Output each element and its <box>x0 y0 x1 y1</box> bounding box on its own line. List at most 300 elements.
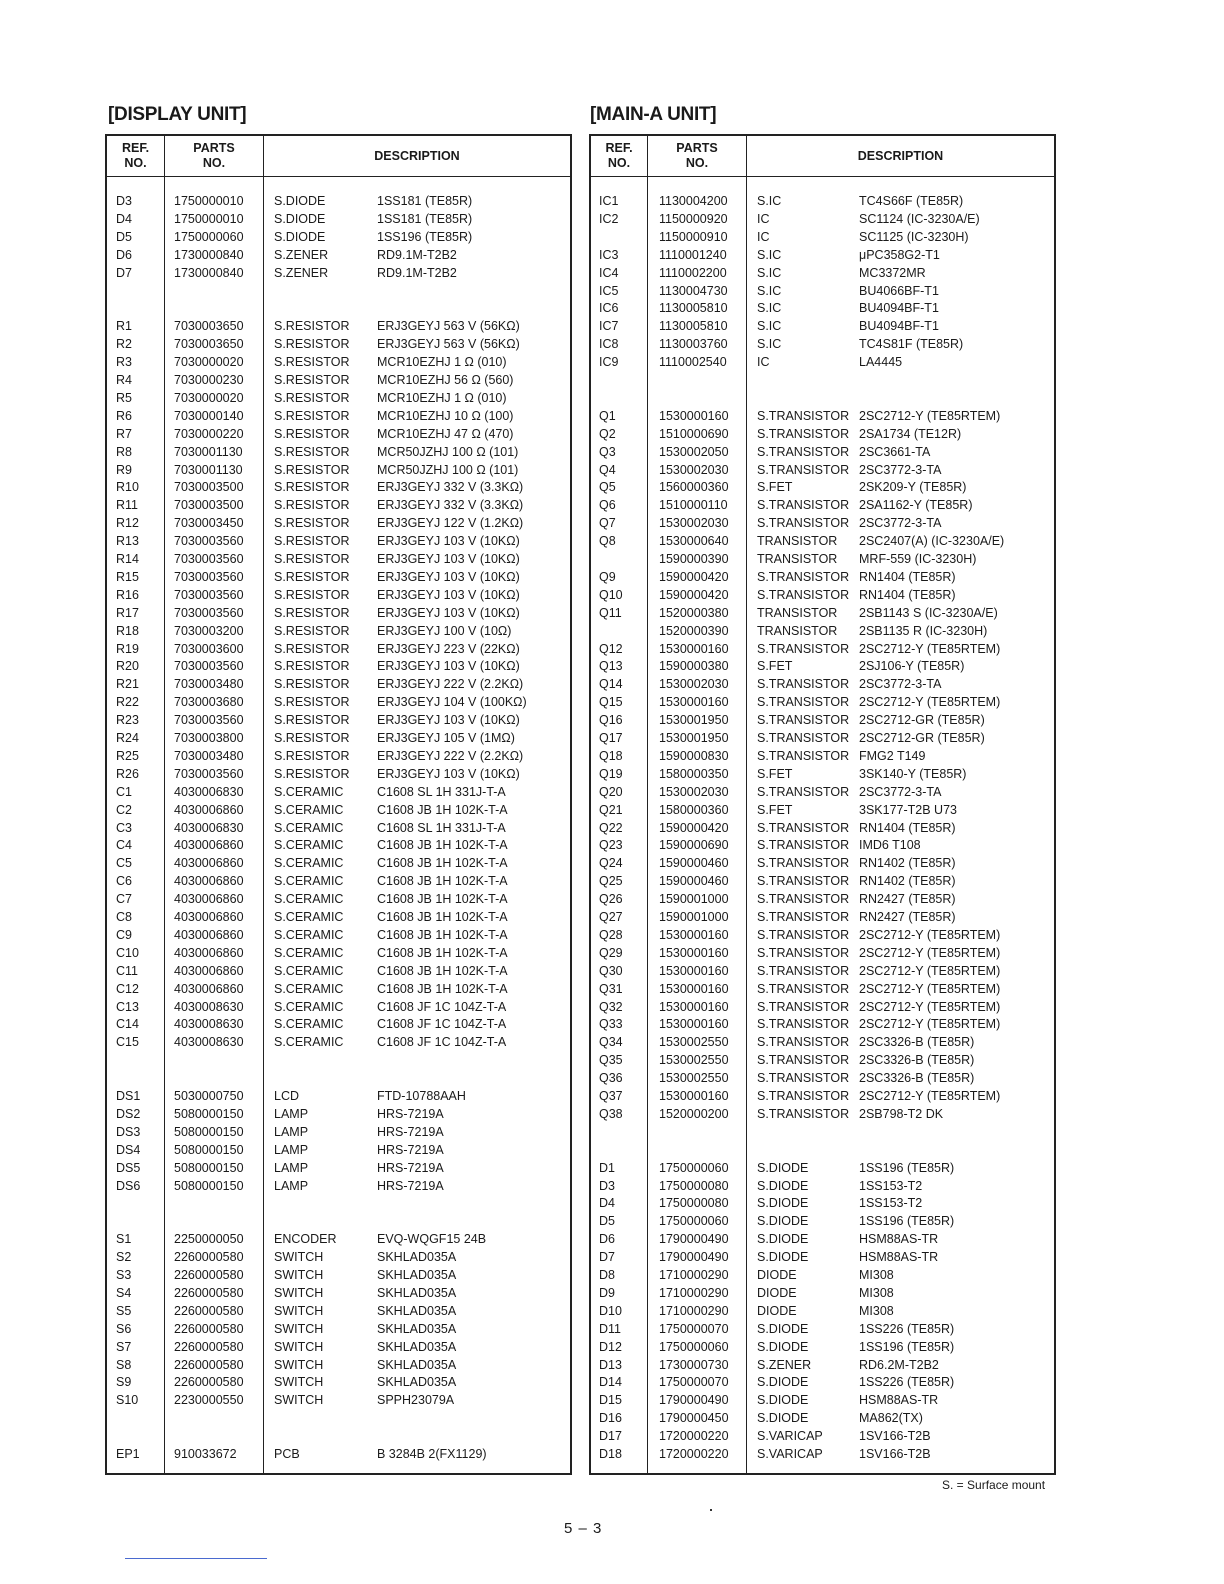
part-spec: 2SC2712-Y (TE85RTEM) <box>859 927 1001 942</box>
parts-no: 1590000690 <box>659 838 729 853</box>
part-type: S.TRANSISTOR <box>757 408 850 423</box>
ref-no: S9 <box>116 1375 132 1390</box>
ref-no: D12 <box>599 1339 622 1354</box>
parts-no: 1750000060 <box>659 1214 729 1229</box>
table-row <box>107 962 570 980</box>
part-type: LAMP <box>274 1124 309 1139</box>
parts-no: 2260000580 <box>174 1303 244 1318</box>
parts-no: 7030003600 <box>174 641 244 656</box>
parts-no: 1530001950 <box>659 731 729 745</box>
part-spec: μPC358G2-T1 <box>859 247 940 262</box>
part-spec: 2SB1135 R (IC-3230H) <box>859 623 988 638</box>
parts-no: 7030000230 <box>174 373 244 387</box>
part-type: TRANSISTOR <box>757 552 838 566</box>
part-spec: 2SJ106-Y (TE85R) <box>859 659 965 674</box>
table-row <box>591 908 1054 926</box>
part-type: S.RESISTOR <box>274 498 350 513</box>
part-type: S.CERAMIC <box>274 874 344 889</box>
table-row <box>107 711 570 729</box>
parts-no: 1530000160 <box>659 945 729 960</box>
part-spec: ERJ3GEYJ 103 V (10KΩ) <box>377 766 520 781</box>
description-header: DESCRIPTION <box>857 148 944 163</box>
ref-no: Q10 <box>599 587 623 602</box>
parts-no: 1790000490 <box>659 1393 729 1408</box>
ref-no: D10 <box>599 1303 622 1318</box>
table-row <box>107 1338 570 1356</box>
parts-no: 7030003560 <box>174 569 244 584</box>
part-spec: 2SB1143 S (IC-3230A/E) <box>859 605 998 620</box>
parts-no: 1110002200 <box>659 265 727 280</box>
part-spec: RD6.2M-T2B2 <box>859 1357 939 1372</box>
part-spec: MA862(TX) <box>859 1411 923 1426</box>
parts-no: 1590000420 <box>659 820 729 835</box>
parts-no: 1520000390 <box>659 623 729 638</box>
table-row <box>591 228 1054 246</box>
part-spec: ERJ3GEYJ 563 V (56KΩ) <box>377 337 520 352</box>
part-type: S.TRANSISTOR <box>757 910 850 924</box>
table-row <box>591 854 1054 872</box>
part-spec: SC1124 (IC-3230A/E) <box>859 211 980 226</box>
parts-no: 1580000360 <box>659 802 729 817</box>
parts-no: 1520000200 <box>659 1106 729 1121</box>
part-spec: C1608 JF 1C 104Z-T-A <box>377 999 507 1014</box>
part-type: S.TRANSISTOR <box>757 731 850 745</box>
parts-no-header: PARTS NO. <box>676 141 718 170</box>
part-spec: HRS-7219A <box>377 1106 444 1121</box>
ref-no: DS3 <box>116 1124 141 1139</box>
part-spec: SKHLAD035A <box>377 1250 457 1265</box>
part-type: S.RESISTOR <box>274 731 350 745</box>
table-row <box>591 335 1054 353</box>
part-type: S.RESISTOR <box>274 462 350 477</box>
ref-no: Q30 <box>599 963 623 978</box>
table-row <box>591 1087 1054 1105</box>
ref-no: Q38 <box>599 1106 623 1121</box>
parts-no: 4030006860 <box>174 927 244 942</box>
parts-no: 5080000150 <box>174 1178 244 1193</box>
parts-no: 1530000160 <box>659 1017 729 1032</box>
table-row <box>107 389 570 407</box>
parts-no: 1530000160 <box>659 927 729 942</box>
part-spec: HRS-7219A <box>377 1178 444 1193</box>
part-type: S.CERAMIC <box>274 945 344 960</box>
part-type: S.DIODE <box>757 1214 809 1229</box>
parts-no: 1710000290 <box>659 1285 729 1300</box>
ref-no: R21 <box>116 677 139 692</box>
ref-no: S2 <box>116 1250 132 1265</box>
part-type: S.DIODE <box>757 1375 809 1390</box>
table-row <box>107 443 570 461</box>
part-type: S.CERAMIC <box>274 1017 344 1032</box>
table-row <box>107 353 570 371</box>
part-spec: 2SC2712-Y (TE85RTEM) <box>859 963 1001 978</box>
parts-no: 910033672 <box>174 1447 237 1461</box>
part-type: S.TRANSISTOR <box>757 1053 850 1068</box>
parts-no: 1510000110 <box>659 498 728 513</box>
parts-no: 1580000350 <box>659 766 729 781</box>
parts-no: 1530000160 <box>659 999 729 1014</box>
part-type: S.RESISTOR <box>274 319 350 334</box>
header-divider <box>591 176 1054 177</box>
table-row <box>591 819 1054 837</box>
part-spec: MCR10EZHJ 56 Ω (560) <box>377 373 514 387</box>
ref-no: D13 <box>599 1357 622 1372</box>
ref-no: C6 <box>116 874 132 889</box>
parts-no: 7030003500 <box>174 480 244 495</box>
part-spec: 1SS226 (TE85R) <box>859 1321 955 1336</box>
parts-no: 2260000580 <box>174 1285 244 1300</box>
parts-no: 7030003560 <box>174 552 244 566</box>
ref-no: C10 <box>116 945 139 960</box>
ref-no: D8 <box>599 1268 615 1282</box>
ref-no: C11 <box>116 963 139 978</box>
ref-no: R1 <box>116 319 132 334</box>
ref-no: Q3 <box>599 444 616 459</box>
parts-no: 1530000640 <box>659 534 729 549</box>
part-spec: C1608 JB 1H 102K-T-A <box>377 892 508 907</box>
parts-no: 1110002540 <box>659 355 727 370</box>
part-type: SWITCH <box>274 1285 324 1300</box>
header-divider <box>107 176 570 177</box>
part-spec: 1SS196 (TE85R) <box>859 1339 955 1354</box>
parts-no: 1530001950 <box>659 713 729 728</box>
main-a-unit-parts-table <box>589 134 1056 1475</box>
parts-no: 7030003500 <box>174 498 244 513</box>
part-type: S.TRANSISTOR <box>757 641 850 656</box>
ref-no: Q31 <box>599 981 623 996</box>
part-spec: RN2427 (TE85R) <box>859 910 956 924</box>
part-type: S.CERAMIC <box>274 910 344 924</box>
table-row <box>591 1445 1054 1463</box>
part-type: S.TRANSISTOR <box>757 981 850 996</box>
part-spec: RN1404 (TE85R) <box>859 569 956 584</box>
table-row <box>107 335 570 353</box>
parts-no: 7030003560 <box>174 587 244 602</box>
ref-no: Q7 <box>599 516 616 531</box>
part-spec: MCR50JZHJ 100 Ω (101) <box>377 444 519 459</box>
ref-no: C15 <box>116 1035 139 1050</box>
part-spec: 1SS196 (TE85R) <box>377 229 473 244</box>
part-spec: 2SB798-T2 DK <box>859 1106 944 1121</box>
ref-no: D7 <box>116 265 132 280</box>
table-row <box>591 944 1054 962</box>
parts-no: 4030006860 <box>174 910 244 924</box>
part-type: S.TRANSISTOR <box>757 713 850 728</box>
parts-no: 4030008630 <box>174 999 244 1014</box>
part-spec: RN1404 (TE85R) <box>859 587 956 602</box>
parts-no: 5080000150 <box>174 1160 244 1175</box>
table-row <box>107 478 570 496</box>
parts-no: 7030000220 <box>174 426 244 441</box>
table-row <box>107 228 570 246</box>
ref-no: R24 <box>116 731 139 745</box>
ref-no: S4 <box>116 1285 132 1300</box>
parts-no: 4030008630 <box>174 1035 244 1050</box>
ref-no: R10 <box>116 480 139 495</box>
table-row <box>591 407 1054 425</box>
ref-no: Q4 <box>599 462 616 477</box>
ref-no: DS6 <box>116 1178 141 1193</box>
ref-no: R23 <box>116 713 139 728</box>
part-spec: BU4094BF-T1 <box>859 301 939 316</box>
ref-no: R12 <box>116 516 139 531</box>
part-spec: C1608 SL 1H 331J-T-A <box>377 820 506 835</box>
parts-no: 1530000160 <box>659 408 729 423</box>
parts-no: 1750000060 <box>659 1339 729 1354</box>
ref-no: D4 <box>599 1196 615 1211</box>
part-spec: 1SS153-T2 <box>859 1196 923 1211</box>
parts-no: 1790000450 <box>659 1411 729 1426</box>
part-spec: HSM88AS-TR <box>859 1232 939 1247</box>
table-row <box>591 801 1054 819</box>
part-type: S.VARICAP <box>757 1447 823 1461</box>
ref-no: C13 <box>116 999 139 1014</box>
part-spec: ERJ3GEYJ 332 V (3.3KΩ) <box>377 480 524 495</box>
ref-no: C4 <box>116 838 132 853</box>
parts-no: 1590000830 <box>659 748 729 763</box>
part-type: TRANSISTOR <box>757 623 838 638</box>
part-type: S.TRANSISTOR <box>757 695 850 710</box>
table-row <box>107 890 570 908</box>
part-type: S.DIODE <box>757 1160 809 1175</box>
table-row <box>107 1248 570 1266</box>
ref-no: R20 <box>116 659 139 674</box>
parts-no: 1730000840 <box>174 265 244 280</box>
part-type: S.RESISTOR <box>274 587 350 602</box>
part-spec: 2SC3326-B (TE85R) <box>859 1071 975 1086</box>
parts-no: 1730000840 <box>174 247 244 262</box>
part-type: S.TRANSISTOR <box>757 587 850 602</box>
part-type: S.CERAMIC <box>274 820 344 835</box>
parts-no: 2260000580 <box>174 1357 244 1372</box>
part-spec: IMD6 T108 <box>859 838 921 853</box>
part-type: S.IC <box>757 283 782 298</box>
part-spec: 1SV166-T2B <box>859 1429 931 1444</box>
ref-no: D6 <box>116 247 132 262</box>
table-row <box>591 264 1054 282</box>
part-type: TRANSISTOR <box>757 534 838 549</box>
table-row <box>107 407 570 425</box>
ref-no: Q36 <box>599 1071 623 1086</box>
ref-no: DS5 <box>116 1160 141 1175</box>
part-spec: C1608 SL 1H 331J-T-A <box>377 784 506 799</box>
table-row <box>591 299 1054 317</box>
parts-no: 1750000070 <box>659 1321 729 1336</box>
table-row <box>107 1141 570 1159</box>
ref-no: R9 <box>116 462 132 477</box>
part-spec: SKHLAD035A <box>377 1357 457 1372</box>
part-type: S.RESISTOR <box>274 641 350 656</box>
part-type: S.VARICAP <box>757 1429 823 1444</box>
part-type: S.TRANSISTOR <box>757 569 850 584</box>
table-row <box>591 640 1054 658</box>
part-type: SWITCH <box>274 1339 324 1354</box>
display-unit-parts-table <box>105 134 572 1475</box>
main-a-unit-title: [MAIN-A UNIT] <box>590 104 717 125</box>
table-row <box>107 371 570 389</box>
part-type: S.DIODE <box>274 194 326 208</box>
table-row <box>107 675 570 693</box>
table-row <box>591 729 1054 747</box>
table-row <box>107 1177 570 1195</box>
part-type: IC <box>757 211 770 226</box>
table-row <box>107 1302 570 1320</box>
ref-no: Q18 <box>599 748 623 763</box>
table-row <box>591 1194 1054 1212</box>
table-row <box>591 747 1054 765</box>
part-type: S.RESISTOR <box>274 426 350 441</box>
part-type: LAMP <box>274 1160 309 1175</box>
part-spec: B 3284B 2(FX1129) <box>377 1447 487 1461</box>
parts-no: 2260000580 <box>174 1268 244 1282</box>
part-type: S.CERAMIC <box>274 927 344 942</box>
part-type: S.IC <box>757 194 782 208</box>
part-spec: MCR10EZHJ 1 Ω (010) <box>377 355 507 370</box>
parts-no: 4030006860 <box>174 802 244 817</box>
part-spec: HRS-7219A <box>377 1160 444 1175</box>
ref-no: Q15 <box>599 695 623 710</box>
table-row <box>107 980 570 998</box>
ref-no: Q28 <box>599 927 623 942</box>
table-row <box>107 693 570 711</box>
part-spec: SKHLAD035A <box>377 1303 457 1318</box>
table-row <box>591 1230 1054 1248</box>
part-spec: 3SK140-Y (TE85R) <box>859 766 967 781</box>
parts-no: 4030006830 <box>174 784 244 799</box>
table-row <box>591 425 1054 443</box>
part-type: S.DIODE <box>757 1321 809 1336</box>
ref-no: IC7 <box>599 319 619 334</box>
table-row <box>107 496 570 514</box>
part-spec: MCR10EZHJ 47 Ω (470) <box>377 426 514 441</box>
part-type: PCB <box>274 1447 300 1461</box>
table-row <box>591 980 1054 998</box>
table-row <box>591 1069 1054 1087</box>
part-type: S.CERAMIC <box>274 838 344 853</box>
part-type: DIODE <box>757 1268 797 1282</box>
parts-no: 1590000390 <box>659 552 729 566</box>
ref-no: R22 <box>116 695 139 710</box>
part-type: S.RESISTOR <box>274 480 350 495</box>
parts-no: 1590000380 <box>659 659 729 674</box>
parts-no: 1590000460 <box>659 856 729 871</box>
part-spec: ERJ3GEYJ 332 V (3.3KΩ) <box>377 498 524 513</box>
part-spec: 1SV166-T2B <box>859 1447 931 1461</box>
ref-no: Q33 <box>599 1017 623 1032</box>
parts-no: 5030000750 <box>174 1089 244 1103</box>
ref-no: R5 <box>116 390 132 405</box>
table-row <box>591 783 1054 801</box>
ref-no: Q17 <box>599 731 623 745</box>
table-row <box>107 532 570 550</box>
ref-no: IC8 <box>599 337 619 352</box>
ref-no: S7 <box>116 1339 132 1354</box>
ref-no: D7 <box>599 1250 615 1265</box>
part-type: S.DIODE <box>274 211 326 226</box>
ref-no: R13 <box>116 534 139 549</box>
table-row <box>591 693 1054 711</box>
parts-no: 7030000140 <box>174 408 244 423</box>
table-row <box>591 1409 1054 1427</box>
part-type: S.TRANSISTOR <box>757 856 850 871</box>
part-type: SWITCH <box>274 1393 324 1408</box>
ref-no: Q27 <box>599 910 623 924</box>
part-type: S.DIODE <box>757 1250 809 1265</box>
part-type: S.TRANSISTOR <box>757 874 850 889</box>
parts-no: 1530000160 <box>659 695 729 710</box>
ref-no: Q32 <box>599 999 623 1014</box>
parts-no: 4030006860 <box>174 874 244 889</box>
table-row <box>591 962 1054 980</box>
ref-no: Q5 <box>599 480 616 495</box>
parts-no: 1720000220 <box>659 1429 729 1444</box>
parts-no: 4030006860 <box>174 838 244 853</box>
ref-no: IC9 <box>599 355 619 370</box>
part-spec: HRS-7219A <box>377 1124 444 1139</box>
part-type: S.RESISTOR <box>274 623 350 638</box>
part-spec: 2SC3326-B (TE85R) <box>859 1035 975 1050</box>
description-header: DESCRIPTION <box>374 148 460 163</box>
ref-no: D17 <box>599 1429 622 1444</box>
table-row <box>107 747 570 765</box>
table-row <box>591 836 1054 854</box>
table-row <box>107 1123 570 1141</box>
part-type: S.DIODE <box>757 1339 809 1354</box>
parts-no: 1750000010 <box>174 194 244 208</box>
parts-no: 1530000160 <box>659 641 729 656</box>
table-row <box>107 1356 570 1374</box>
parts-no: 1130003760 <box>659 337 728 352</box>
ref-no: C7 <box>116 892 132 907</box>
ref-no: D6 <box>599 1232 615 1247</box>
part-spec: 2SC3661-TA <box>859 444 931 459</box>
ref-no: D11 <box>599 1321 622 1336</box>
part-type: S.TRANSISTOR <box>757 963 850 978</box>
ref-no: R8 <box>116 444 132 459</box>
part-type: S.RESISTOR <box>274 695 350 710</box>
table-row <box>591 711 1054 729</box>
table-row <box>107 622 570 640</box>
ref-no: S10 <box>116 1393 139 1408</box>
ref-no: R25 <box>116 748 139 763</box>
table-row <box>107 461 570 479</box>
parts-no: 2260000580 <box>174 1339 244 1354</box>
part-spec: TC4S81F (TE85R) <box>859 337 964 352</box>
part-spec: 2SC2712-Y (TE85RTEM) <box>859 1017 1001 1032</box>
table-row <box>107 872 570 890</box>
parts-no: 5080000150 <box>174 1106 244 1121</box>
ref-no: Q35 <box>599 1053 623 1068</box>
table-row <box>591 1051 1054 1069</box>
part-spec: ERJ3GEYJ 103 V (10KΩ) <box>377 552 520 566</box>
ref-no: D1 <box>599 1160 615 1175</box>
part-spec: HSM88AS-TR <box>859 1250 939 1265</box>
table-row <box>107 836 570 854</box>
table-row <box>107 1373 570 1391</box>
table-row <box>107 1391 570 1409</box>
part-spec: RN1402 (TE85R) <box>859 856 956 871</box>
part-type: S.DIODE <box>757 1393 809 1408</box>
parts-no: 1710000290 <box>659 1268 729 1282</box>
parts-no: 1130004200 <box>659 194 728 208</box>
part-type: S.DIODE <box>757 1232 809 1247</box>
ref-no: Q24 <box>599 856 623 871</box>
parts-no: 1590000420 <box>659 587 729 602</box>
ref-no: Q9 <box>599 569 616 584</box>
ref-no: D16 <box>599 1411 622 1426</box>
table-row <box>107 1320 570 1338</box>
ref-no: EP1 <box>116 1447 140 1461</box>
